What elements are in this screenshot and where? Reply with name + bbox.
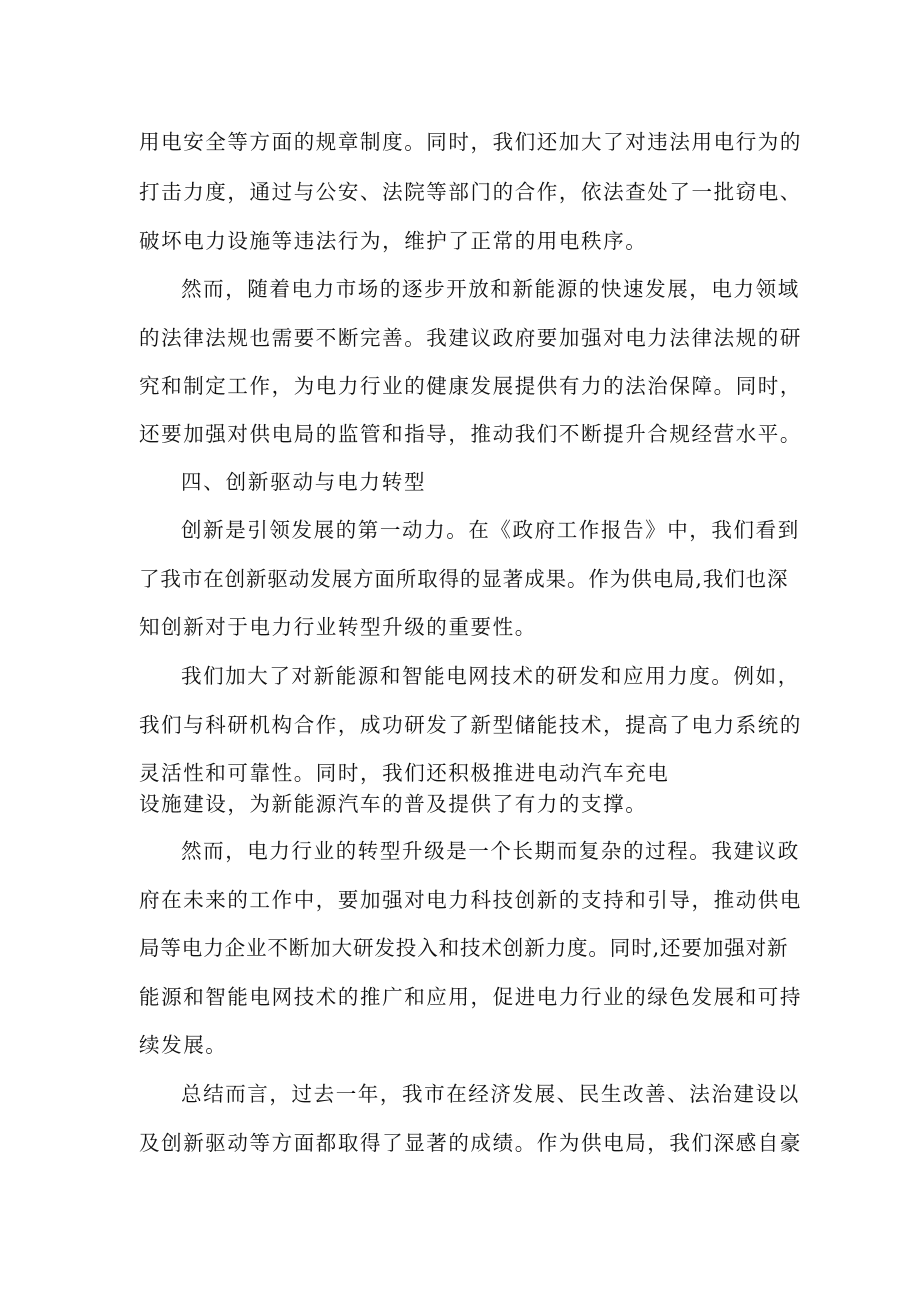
text-line: 破坏电力设施等违法行为，维护了正常的用电秩序。	[139, 229, 648, 253]
text-line: 打击力度，通过与公安、法院等部门的合作，依法查处了一批窃电、	[139, 180, 802, 204]
text-line: 及创新驱动等方面都取得了显著的成绩。作为供电局，我们深感自豪	[139, 1131, 802, 1155]
text-line: 灵活性和可靠性。同时，我们还积极推进电动汽车充电	[139, 761, 670, 785]
text-line: 总结而言，过去一年，我市在经济发展、民生改善、法治建设以	[181, 1082, 800, 1106]
text-line: 设施建设，为新能源汽车的普及提供了有力的支撑。	[139, 792, 648, 816]
text-line: 的法律法规也需要不断完善。我建议政府要加强对电力法律法规的研	[139, 326, 802, 350]
text-line: 我们与科研机构合作，成功研发了新型储能技术，提高了电力系统的	[139, 713, 802, 737]
text-line: 还要加强对供电局的监管和指导，推动我们不断提升合规经营水平。	[139, 422, 802, 446]
text-line: 我们加大了对新能源和智能电网技术的研发和应用力度。例如，	[181, 664, 800, 688]
text-line: 用电安全等方面的规章制度。同时，我们还加大了对违法用电行为的	[139, 130, 802, 154]
text-line: 局等电力企业不断加大研发投入和技术创新力度。同时,还要加强对新	[139, 936, 789, 960]
text-line: 了我市在创新驱动发展方面所取得的显著成果。作为供电局,我们也深	[139, 567, 789, 591]
text-line: 府在未来的工作中，要加强对电力科技创新的支持和引导，推动供电	[139, 888, 802, 912]
text-line: 创新是引领发展的第一动力。在《政府工作报告》中，我们看到	[181, 518, 800, 542]
text-line: 续发展。	[139, 1033, 228, 1057]
text-line: 然而，电力行业的转型升级是一个长期而复杂的过程。我建议政	[181, 839, 800, 863]
section-heading: 四、创新驱动与电力转型	[181, 470, 427, 494]
text-line: 然而，随着电力市场的逐步开放和新能源的快速发展，电力领域	[181, 277, 800, 301]
text-line: 究和制定工作，为电力行业的健康发展提供有力的法治保障。同时，	[139, 374, 802, 398]
text-line: 知创新对于电力行业转型升级的重要性。	[139, 615, 537, 639]
text-line: 能源和智能电网技术的推广和应用，促进电力行业的绿色发展和可持	[139, 985, 802, 1009]
